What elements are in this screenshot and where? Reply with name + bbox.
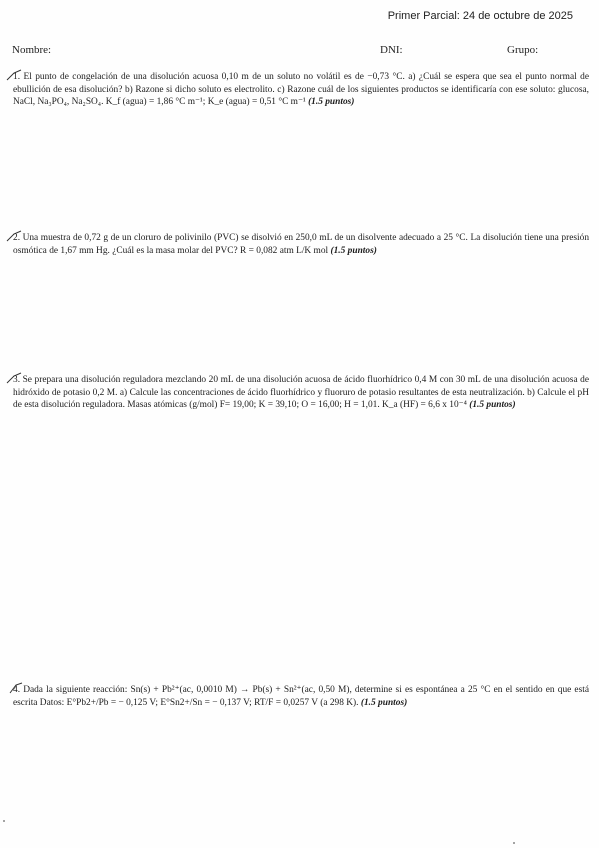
question-points: (1.5 puntos) [330,245,377,256]
question-points: (1.5 puntos) [469,400,516,410]
name-field-label: Nombre: [12,44,52,56]
scan-speck [3,820,5,822]
exam-title: Primer Parcial: 24 de octubre de 2025 [387,10,573,22]
question-text: El punto de congelación de una disolución acuosa 0,10 m de un soluto no volátil es de −0,73 °C. a) ¿Cuál se espera que sea el punto normal de ebullición de esa disolución? b) Razone si dicho soluto es electrolito. c) Razone cuál de los siguientes productos se identificaría con ese soluto: glucosa, NaCl, Na₃PO₄, Na₂SO₄. K_f (agua) = 1,86 °C m⁻¹; K_e (agua) = 0,51 °C m⁻¹ [13,72,589,107]
question-number: 2. [13,233,21,243]
grupo-field-label: Grupo: [507,44,539,56]
question-text: Dada la siguiente reacción: Sn(s) + Pb²⁺(ac, 0,0010 M) → Pb(s) + Sn²⁺(ac, 0,50 M), determine si es espontánea a 25 °C en el sentido en que está escrita Datos: E°Pb2+/Pb = − 0,125 V; E°Sn2+/Sn = − 0,137 V; RT/F = 0,0257 V (a 298 K). [13,685,590,708]
scan-speck [513,842,515,844]
dni-field-label: DNI: [380,44,403,56]
question-number: 1. [13,72,21,82]
question-text: Se prepara una disolución reguladora mezclando 20 mL de una disolución acuosa de ácido fluorhídrico 0,4 M con 30 mL de una disolución acuosa de hidróxido de potasio 0,2 M. a) Calcule las concentraciones de ácido fluorhídrico y fluoruro de potasio resultantes de esta neutralización. b) Calcule el pH de esta disolución reguladora. Masas atómicas (g/mol) F= 19,00; K = 39,10; O = 16,00; H = 1,01. K_a (HF) = 6,6 x 10⁻⁴ [13,375,590,410]
question-points: (1.5 puntos) [360,697,408,708]
question-text: Una muestra de 0,72 g de un cloruro de polivinilo (PVC) se disolvió en 250,0 mL de un disolvente adecuado a 25 °C. La disolución tiene una presión osmótica de 1,67 mm Hg. ¿Cuál es la masa molar del PVC? R = 0,082 atm L/K mol [13,233,590,256]
question-points: (1.5 puntos) [308,97,355,107]
question-1 [13,71,589,109]
question-4 [13,684,589,709]
question-2 [13,232,589,257]
question-number: 3. [13,375,21,385]
question-number: 4. [13,685,21,695]
question-3 [13,374,589,412]
